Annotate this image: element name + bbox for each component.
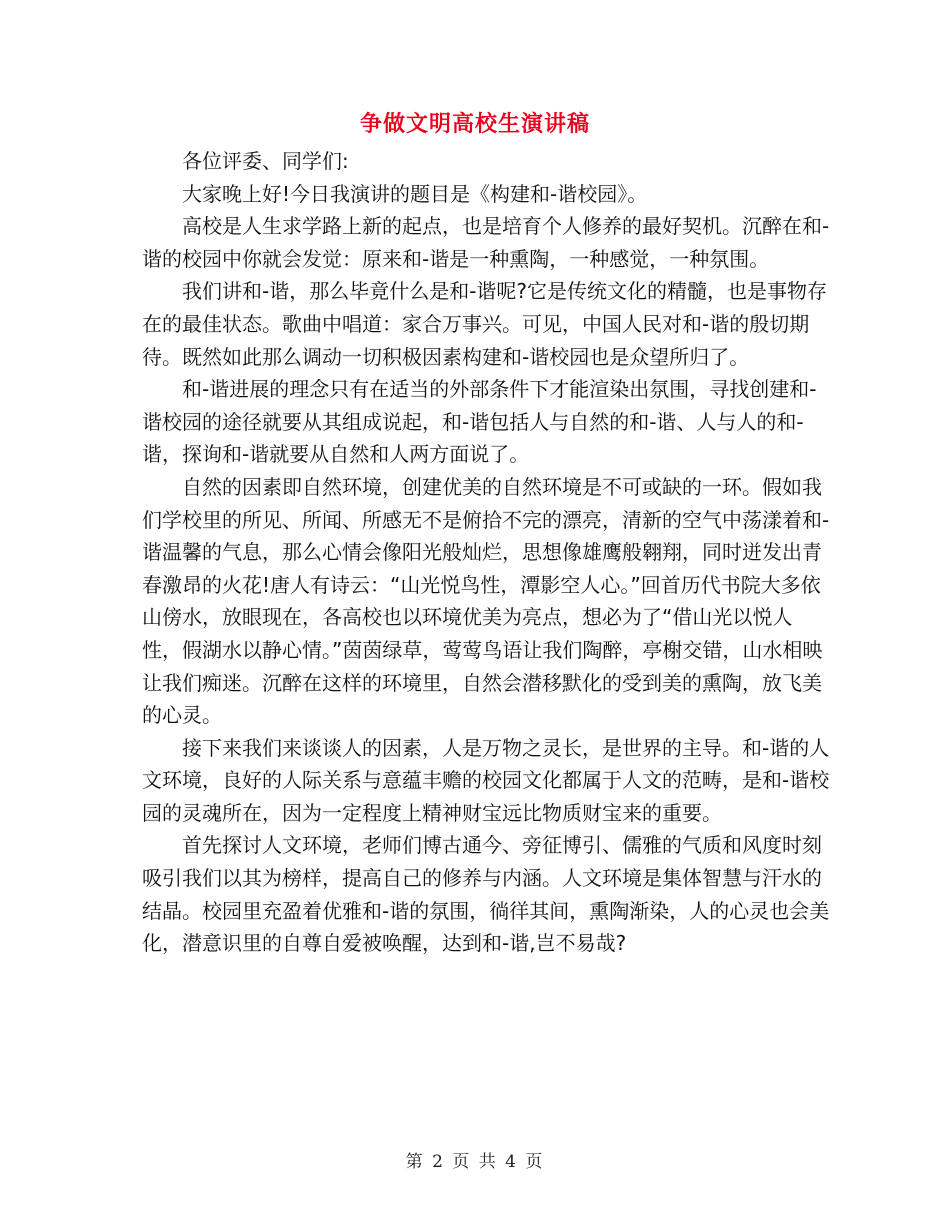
paragraph-natural-environment: 自然的因素即自然环境，创建优美的自然环境是不可或缺的一环。假如我们学校里的所见、所闻、所感无不是俯拾不完的漂亮，清新的空气中荡漾着和-谐温馨的气息，那么心情会像阳光般灿烂，思想像雄鹰般翱翔，同时迸发出青春激昂的火花!唐人有诗云：“山光悦鸟性，潭影空人心。”回首历代书院大多依山傍水，放眼现在，各高校也以环境优美为亮点，想必为了“借山光以悦人性，假湖水以静心情。”茵茵绿草，莺莺鸟语让我们陶醉，亭榭交错，山水相映让我们痴迷。沉醉在这样的环境里，自然会潜移默化的受到美的熏陶，放飞美的心灵。 bbox=[142, 474, 830, 728]
paragraph-opening: 大家晚上好!今日我演讲的题目是《构建和-谐校园》。 bbox=[182, 181, 648, 206]
paragraph-humanistic-environment: 首先探讨人文环境，老师们博古通今、旁征博引、儒雅的气质和风度时刻吸引我们以其为榜样，提高自己的修养与内涵。人文环境是集体智慧与汗水的结晶。校园里充盈着优雅和-谐的氛围，徜徉其间，熏陶渐染，人的心灵也会美化，潜意识里的自尊自爱被唤醒，达到和-谐,岂不易哉? bbox=[142, 833, 830, 956]
paragraph-human-factor: 接下来我们来谈谈人的因素，人是万物之灵长，是世界的主导。和-谐的人文环境，良好的人际关系与意蕴丰赡的校园文化都属于人文的范畴，是和-谐校园的灵魂所在，因为一定程度上精神财宝远比物质财宝来的重要。 bbox=[142, 735, 830, 825]
paragraph-greeting: 各位评委、同学们: bbox=[182, 149, 349, 173]
paragraph-university: 高校是人生求学路上新的起点，也是培育个人修养的最好契机。沉醉在和-谐的校园中你就会发觉：原来和-谐是一种熏陶，一种感觉，一种氛围。 bbox=[142, 214, 830, 271]
paragraph-harmony-definition: 我们讲和-谐，那么毕竟什么是和-谐呢?它是传统文化的精髓，也是事物存在的最佳状态。歌曲中唱道：家合万事兴。可见，中国人民对和-谐的殷切期待。既然如此那么调动一切积极因素构建和-谐校园也是众望所归了。 bbox=[142, 279, 828, 369]
paragraph-harmony-conditions: 和-谐进展的理念只有在适当的外部条件下才能渲染出氛围，寻找创建和-谐校园的途径就要从其组成说起，和-谐包括人与自然的和-谐、人与人的和-谐，探询和-谐就要从自然和人两方面说了。 bbox=[142, 377, 817, 467]
document-body bbox=[142, 145, 830, 960]
document-title: 争做文明高校生演讲稿 bbox=[359, 112, 590, 137]
page-footer: 第 2 页 共 4 页 bbox=[405, 1152, 545, 1172]
